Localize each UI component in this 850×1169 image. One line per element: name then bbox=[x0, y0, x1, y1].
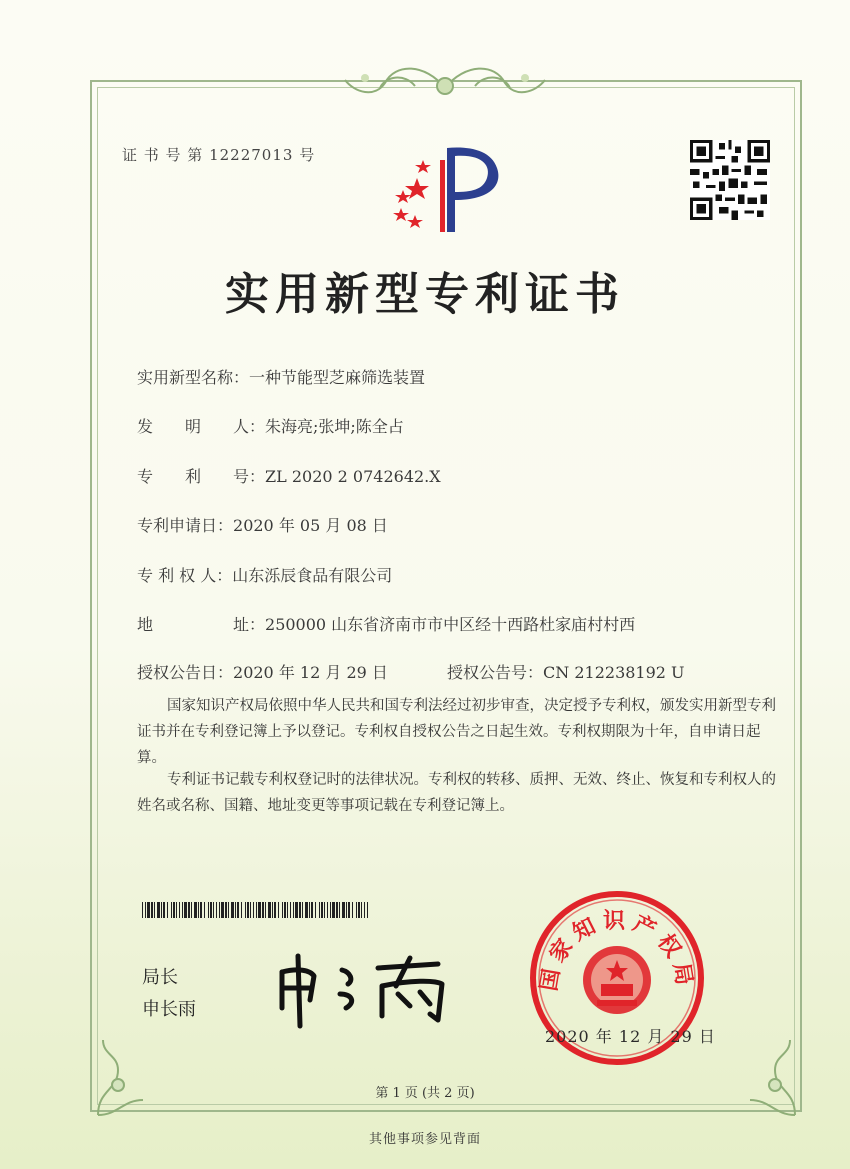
field-value: 朱海亮;张坤;陈全占 bbox=[265, 417, 404, 436]
field-value: ZL 2020 2 0742642.X bbox=[265, 467, 441, 486]
signatory-name: 申长雨 bbox=[142, 999, 196, 1020]
field-value: 2020 年 12 月 29 日 bbox=[233, 663, 388, 682]
top-ornament-icon bbox=[325, 58, 565, 106]
seal-date: 2020 年 12 月 29 日 bbox=[545, 1027, 716, 1046]
field-label: 专 利 权 人： bbox=[137, 566, 233, 585]
field-utility-model-name bbox=[137, 365, 425, 388]
corner-ornament-left-icon bbox=[88, 1030, 158, 1120]
seal-text: 国家知识产权局 bbox=[536, 909, 698, 993]
field-label: 地 址： bbox=[137, 615, 266, 634]
legal-status-paragraph: 专利证书记载专利权登记时的法律状况。专利权的转移、质押、无效、终止、恢复和专利权人的姓名或名称、国籍、地址变更等事项记载在专利登记簿上。 bbox=[137, 772, 776, 814]
field-label: 授权公告号： bbox=[447, 663, 544, 682]
grant-statement-paragraph: 国家知识产权局依照中华人民共和国专利法经过初步审查，决定授予专利权，颁发实用新型专利证书并在专利登记簿上予以登记。专利权自授权公告之日起生效。专利权期限为十年，自申请日起算。 bbox=[137, 698, 776, 766]
patent-office-logo-icon bbox=[385, 140, 515, 240]
field-label: 实用新型名称： bbox=[137, 368, 250, 387]
field-label: 授权公告日： bbox=[137, 663, 234, 682]
field-value: 250000 山东省济南市市中区经十西路杜家庙村村西 bbox=[265, 615, 636, 634]
corner-ornament-right-icon bbox=[735, 1030, 805, 1120]
field-label: 专 利 号： bbox=[137, 467, 266, 486]
field-label: 专利申请日： bbox=[137, 516, 234, 535]
field-application-date bbox=[137, 513, 388, 536]
page-number: 第 1 页 (共 2 页) bbox=[375, 1086, 475, 1101]
field-announcement-number bbox=[447, 660, 685, 683]
certificate-title: 实用新型专利证书 bbox=[225, 269, 625, 320]
signatory-title: 局长 bbox=[142, 967, 178, 988]
qr-code-icon bbox=[690, 140, 770, 220]
field-inventors bbox=[137, 414, 404, 437]
field-label: 发 明 人： bbox=[137, 417, 266, 436]
field-value: CN 212238192 U bbox=[543, 663, 685, 682]
field-grant-date bbox=[137, 660, 388, 683]
certificate-number: 证 书 号 第 12227013 号 bbox=[122, 146, 316, 164]
footer-note: 其他事项参见背面 bbox=[368, 1132, 481, 1147]
field-patent-number bbox=[137, 464, 441, 487]
barcode-icon bbox=[142, 902, 368, 918]
handwritten-signature-icon bbox=[270, 950, 460, 1030]
field-value: 一种节能型芝麻筛选装置 bbox=[249, 368, 426, 387]
field-address bbox=[137, 612, 635, 635]
field-patentee bbox=[137, 563, 392, 586]
field-value: 山东泺辰食品有限公司 bbox=[232, 566, 393, 585]
field-value: 2020 年 05 月 08 日 bbox=[233, 516, 388, 535]
